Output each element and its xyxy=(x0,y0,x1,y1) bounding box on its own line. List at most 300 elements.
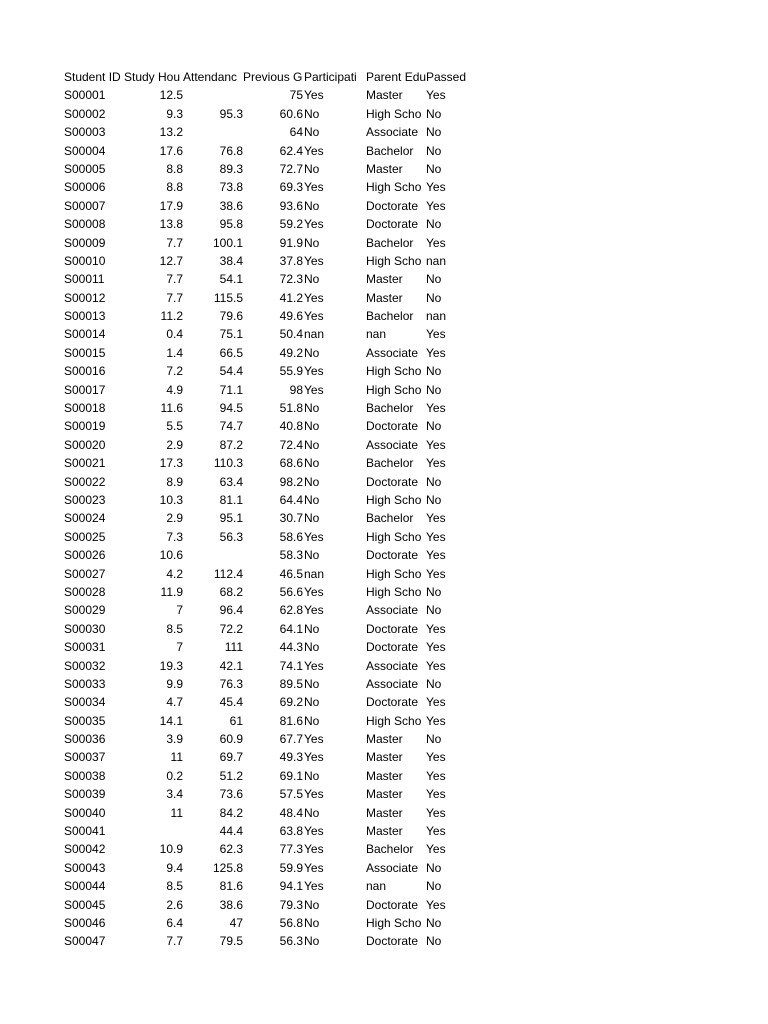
table-cell[interactable]: Bachelor xyxy=(366,401,414,416)
table-cell[interactable]: No xyxy=(304,511,320,526)
table-cell[interactable]: S00003 xyxy=(64,125,106,140)
table-cell[interactable]: Master xyxy=(366,290,403,305)
table-cell[interactable]: 95.8 xyxy=(219,217,243,232)
table-cell[interactable]: Master xyxy=(366,88,403,103)
table-cell[interactable]: 0.4 xyxy=(166,327,183,342)
table-cell[interactable]: 60.6 xyxy=(279,106,303,121)
table-cell[interactable]: Yes xyxy=(304,382,324,397)
table-cell[interactable]: No xyxy=(304,437,320,452)
table-cell[interactable]: 68.2 xyxy=(219,584,243,599)
table-cell[interactable]: 40.8 xyxy=(279,419,303,434)
table-cell[interactable]: No xyxy=(304,235,320,250)
table-cell[interactable]: nan xyxy=(366,879,387,894)
table-cell[interactable]: Yes xyxy=(426,713,446,728)
table-cell[interactable]: Doctorate xyxy=(366,474,419,489)
table-cell[interactable]: Associate xyxy=(366,676,419,691)
table-cell[interactable]: 74.1 xyxy=(279,658,303,673)
table-cell[interactable]: 17.6 xyxy=(159,143,183,158)
table-cell[interactable]: 62.8 xyxy=(279,603,303,618)
table-cell[interactable]: 11 xyxy=(170,750,183,765)
table-cell[interactable]: 8.5 xyxy=(166,621,183,636)
table-cell[interactable]: No xyxy=(304,713,320,728)
table-cell[interactable]: nan xyxy=(426,253,447,268)
table-cell[interactable]: S00015 xyxy=(64,345,106,360)
table-cell[interactable]: No xyxy=(426,364,442,379)
table-cell[interactable]: 75.1 xyxy=(219,327,243,342)
table-cell[interactable]: 56.3 xyxy=(279,934,303,949)
table-cell[interactable]: Bachelor xyxy=(366,511,414,526)
table-cell[interactable]: Associate xyxy=(366,125,419,140)
table-cell[interactable]: 9.4 xyxy=(166,860,183,875)
table-cell[interactable]: S00023 xyxy=(64,492,106,507)
header-cell[interactable]: Student ID xyxy=(64,70,121,84)
table-cell[interactable]: Yes xyxy=(426,180,446,195)
table-cell[interactable]: 54.4 xyxy=(219,364,243,379)
table-cell[interactable]: 100.1 xyxy=(212,235,243,250)
table-cell[interactable]: Bachelor xyxy=(366,309,414,324)
table-cell[interactable]: No xyxy=(304,915,320,930)
table-cell[interactable]: Doctorate xyxy=(366,621,419,636)
table-cell[interactable]: 19.3 xyxy=(159,658,183,673)
table-cell[interactable]: No xyxy=(426,879,442,894)
header-cell[interactable]: Participati xyxy=(304,70,357,84)
table-cell[interactable]: Master xyxy=(366,161,403,176)
table-cell[interactable]: 4.9 xyxy=(166,382,183,397)
table-cell[interactable]: S00033 xyxy=(64,676,106,691)
table-cell[interactable]: 56.3 xyxy=(219,529,243,544)
table-cell[interactable]: 69.1 xyxy=(279,768,303,783)
table-cell[interactable] xyxy=(183,123,243,141)
table-cell[interactable]: 63.8 xyxy=(279,824,303,839)
table-cell[interactable]: S00040 xyxy=(64,805,106,820)
table-cell[interactable]: S00047 xyxy=(64,934,106,949)
table-cell[interactable]: 58.6 xyxy=(279,529,303,544)
table-cell[interactable]: S00032 xyxy=(64,658,106,673)
table-cell[interactable]: No xyxy=(304,805,320,820)
table-cell[interactable]: Yes xyxy=(304,879,324,894)
table-cell[interactable]: 72.2 xyxy=(219,621,243,636)
table-cell[interactable]: 69.3 xyxy=(279,180,303,195)
table-cell[interactable]: S00016 xyxy=(64,364,106,379)
table-cell[interactable]: 44.3 xyxy=(279,640,303,655)
table-cell[interactable]: 17.3 xyxy=(159,456,183,471)
table-cell[interactable]: High Scho xyxy=(366,106,422,121)
table-cell[interactable]: 13.8 xyxy=(159,217,183,232)
table-cell[interactable]: 59.2 xyxy=(279,217,303,232)
table-cell[interactable]: 11 xyxy=(170,805,183,820)
table-cell[interactable]: S00008 xyxy=(64,217,106,232)
table-cell[interactable]: nan xyxy=(426,309,447,324)
table-cell[interactable]: 60.9 xyxy=(219,732,243,747)
table-cell[interactable]: 96.4 xyxy=(219,603,243,618)
table-cell[interactable]: 3.4 xyxy=(166,787,183,802)
table-cell[interactable]: S00021 xyxy=(64,456,106,471)
table-cell[interactable]: Yes xyxy=(426,805,446,820)
table-cell[interactable]: nan xyxy=(304,566,325,581)
table-cell[interactable]: No xyxy=(304,198,320,213)
table-cell[interactable]: 51.2 xyxy=(219,768,243,783)
table-cell[interactable]: Bachelor xyxy=(366,456,414,471)
table-cell[interactable]: S00001 xyxy=(64,88,106,103)
table-cell[interactable]: 2.9 xyxy=(166,511,183,526)
table-cell[interactable]: No xyxy=(426,732,442,747)
table-cell[interactable]: 95.3 xyxy=(219,106,243,121)
header-cell[interactable]: Study Hou xyxy=(124,70,181,84)
table-cell[interactable]: S00013 xyxy=(64,309,106,324)
table-cell[interactable]: S00044 xyxy=(64,879,106,894)
table-cell[interactable]: Master xyxy=(366,768,403,783)
table-cell[interactable]: No xyxy=(426,290,442,305)
table-cell[interactable]: S00039 xyxy=(64,787,106,802)
table-cell[interactable]: 98.2 xyxy=(279,474,303,489)
table-cell[interactable]: 62.3 xyxy=(219,842,243,857)
table-cell[interactable]: S00031 xyxy=(64,640,106,655)
table-cell[interactable]: 95.1 xyxy=(219,511,243,526)
table-cell[interactable]: No xyxy=(304,272,320,287)
table-cell[interactable]: nan xyxy=(304,327,325,342)
table-cell[interactable]: 81.1 xyxy=(219,492,243,507)
table-cell[interactable]: 3.9 xyxy=(166,732,183,747)
table-cell[interactable]: No xyxy=(304,934,320,949)
table-cell[interactable]: Yes xyxy=(426,529,446,544)
table-cell[interactable]: Associate xyxy=(366,860,419,875)
table-cell[interactable]: 7 xyxy=(176,603,183,618)
table-cell[interactable]: S00020 xyxy=(64,437,106,452)
table-cell[interactable]: 89.3 xyxy=(219,161,243,176)
table-cell[interactable]: Associate xyxy=(366,437,419,452)
table-cell[interactable]: Master xyxy=(366,787,403,802)
table-cell[interactable]: 66.5 xyxy=(219,345,243,360)
table-cell[interactable]: High Scho xyxy=(366,915,422,930)
table-cell[interactable]: Yes xyxy=(304,824,324,839)
table-cell[interactable]: Yes xyxy=(426,695,446,710)
table-cell[interactable]: No xyxy=(304,492,320,507)
table-cell[interactable]: No xyxy=(426,419,442,434)
table-cell[interactable]: 72.7 xyxy=(279,161,303,176)
table-cell[interactable]: No xyxy=(426,106,442,121)
table-cell[interactable]: No xyxy=(426,934,442,949)
table-cell[interactable]: Master xyxy=(366,272,403,287)
table-cell[interactable]: No xyxy=(304,345,320,360)
table-cell[interactable]: 56.6 xyxy=(279,584,303,599)
header-cell[interactable]: Attendanc xyxy=(183,70,238,84)
table-cell[interactable]: Yes xyxy=(426,511,446,526)
table-cell[interactable]: 12.5 xyxy=(159,88,183,103)
header-cell[interactable]: Previous G xyxy=(243,70,303,84)
table-cell[interactable]: 73.6 xyxy=(219,787,243,802)
table-cell[interactable]: 13.2 xyxy=(159,125,183,140)
table-cell[interactable] xyxy=(183,86,243,104)
table-cell[interactable]: 7.7 xyxy=(166,272,183,287)
table-cell[interactable]: High Scho xyxy=(366,584,422,599)
table-cell[interactable]: 11.9 xyxy=(160,584,183,599)
table-cell[interactable]: S00004 xyxy=(64,143,106,158)
table-cell[interactable]: Doctorate xyxy=(366,217,419,232)
table-cell[interactable]: Yes xyxy=(426,897,446,912)
table-cell[interactable]: 49.2 xyxy=(279,345,303,360)
table-cell[interactable]: Yes xyxy=(304,603,324,618)
table-cell[interactable]: Yes xyxy=(426,658,446,673)
table-cell[interactable]: S00035 xyxy=(64,713,106,728)
table-cell[interactable]: Doctorate xyxy=(366,897,419,912)
table-cell[interactable]: Yes xyxy=(304,143,324,158)
table-cell[interactable]: 59.9 xyxy=(279,860,303,875)
table-cell[interactable]: S00018 xyxy=(64,401,106,416)
table-cell[interactable]: Master xyxy=(366,750,403,765)
table-cell[interactable]: No xyxy=(426,125,442,140)
table-cell[interactable]: Associate xyxy=(366,658,419,673)
table-cell[interactable]: 17.9 xyxy=(159,198,183,213)
table-cell[interactable]: 7 xyxy=(176,640,183,655)
table-cell[interactable]: Doctorate xyxy=(366,695,419,710)
table-cell[interactable]: 58.3 xyxy=(279,548,303,563)
table-cell[interactable]: 8.5 xyxy=(166,879,183,894)
table-cell[interactable]: 98 xyxy=(289,382,303,397)
table-cell[interactable]: Yes xyxy=(304,217,324,232)
table-cell[interactable]: High Scho xyxy=(366,180,422,195)
table-cell[interactable]: 2.9 xyxy=(166,437,183,452)
table-cell[interactable]: 38.6 xyxy=(219,198,243,213)
table-cell[interactable]: 4.7 xyxy=(166,695,183,710)
table-cell[interactable]: S00009 xyxy=(64,235,106,250)
table-cell[interactable]: S00036 xyxy=(64,732,106,747)
table-cell[interactable]: 79.5 xyxy=(219,934,243,949)
table-cell[interactable]: Yes xyxy=(426,824,446,839)
table-cell[interactable]: Doctorate xyxy=(366,934,419,949)
table-cell[interactable]: Yes xyxy=(304,309,324,324)
table-cell[interactable]: Yes xyxy=(426,548,446,563)
table-cell[interactable]: 7.2 xyxy=(166,364,183,379)
table-cell[interactable]: 68.6 xyxy=(279,456,303,471)
table-cell[interactable]: 48.4 xyxy=(279,805,303,820)
table-cell[interactable]: 76.3 xyxy=(219,676,243,691)
table-cell[interactable]: Yes xyxy=(304,750,324,765)
table-cell[interactable]: S00017 xyxy=(64,382,106,397)
table-cell[interactable]: 12.7 xyxy=(159,253,183,268)
table-cell[interactable]: No xyxy=(426,272,442,287)
table-cell[interactable]: Yes xyxy=(426,327,446,342)
table-cell[interactable]: No xyxy=(304,125,320,140)
table-cell[interactable]: Master xyxy=(366,732,403,747)
table-cell[interactable]: High Scho xyxy=(366,253,422,268)
table-cell[interactable]: 69.7 xyxy=(219,750,243,765)
table-cell[interactable]: 72.4 xyxy=(279,437,303,452)
table-cell[interactable]: 89.5 xyxy=(279,676,303,691)
table-cell[interactable]: S00005 xyxy=(64,161,106,176)
table-cell[interactable]: No xyxy=(304,161,320,176)
table-cell[interactable]: 8.8 xyxy=(166,180,183,195)
table-cell[interactable]: 45.4 xyxy=(219,695,243,710)
table-cell[interactable]: 55.9 xyxy=(279,364,303,379)
table-cell[interactable]: S00022 xyxy=(64,474,106,489)
table-cell[interactable]: 115.5 xyxy=(213,290,243,305)
table-cell[interactable]: High Scho xyxy=(366,492,422,507)
table-cell[interactable]: 94.5 xyxy=(219,401,243,416)
header-cell[interactable]: Passed xyxy=(426,70,467,84)
table-cell[interactable]: No xyxy=(304,621,320,636)
table-cell[interactable]: Yes xyxy=(304,88,324,103)
table-cell[interactable]: S00010 xyxy=(64,253,106,268)
table-cell[interactable]: High Scho xyxy=(366,382,422,397)
table-cell[interactable]: No xyxy=(304,768,320,783)
table-cell[interactable]: No xyxy=(304,474,320,489)
table-cell[interactable]: Yes xyxy=(426,345,446,360)
table-cell[interactable]: 7.7 xyxy=(166,290,183,305)
table-cell[interactable]: Yes xyxy=(426,787,446,802)
table-cell[interactable]: Yes xyxy=(426,401,446,416)
table-cell[interactable]: 84.2 xyxy=(219,805,243,820)
table-cell[interactable]: 79.6 xyxy=(219,309,243,324)
table-cell[interactable] xyxy=(124,822,183,840)
table-cell[interactable]: 110.3 xyxy=(213,456,243,471)
table-cell[interactable]: Yes xyxy=(304,180,324,195)
table-cell[interactable]: Master xyxy=(366,824,403,839)
table-cell[interactable]: 71.1 xyxy=(219,382,243,397)
table-cell[interactable]: Yes xyxy=(304,860,324,875)
table-cell[interactable]: Yes xyxy=(304,842,324,857)
table-cell[interactable]: Yes xyxy=(304,787,324,802)
table-cell[interactable]: 10.3 xyxy=(159,492,183,507)
table-cell[interactable]: 54.1 xyxy=(219,272,243,287)
table-cell[interactable]: 69.2 xyxy=(279,695,303,710)
table-cell[interactable]: High Scho xyxy=(366,713,422,728)
table-cell[interactable]: 125.8 xyxy=(212,860,243,875)
table-cell[interactable]: Doctorate xyxy=(366,198,419,213)
table-cell[interactable]: Yes xyxy=(426,750,446,765)
table-cell[interactable]: Doctorate xyxy=(366,419,419,434)
table-cell[interactable]: 49.6 xyxy=(279,309,303,324)
table-cell[interactable]: 14.1 xyxy=(159,713,183,728)
table-cell[interactable]: No xyxy=(426,676,442,691)
table-cell[interactable]: No xyxy=(304,640,320,655)
table-cell[interactable]: S00007 xyxy=(64,198,106,213)
table-cell[interactable]: 74.7 xyxy=(219,419,243,434)
table-cell[interactable]: Yes xyxy=(304,584,324,599)
table-cell[interactable]: 112.4 xyxy=(213,566,243,581)
table-cell[interactable]: Yes xyxy=(304,529,324,544)
table-cell[interactable]: 79.3 xyxy=(279,897,303,912)
table-cell[interactable]: No xyxy=(304,456,320,471)
table-cell[interactable]: 111 xyxy=(224,640,243,655)
table-cell[interactable]: S00037 xyxy=(64,750,106,765)
table-cell[interactable]: High Scho xyxy=(366,566,422,581)
table-cell[interactable]: No xyxy=(426,474,442,489)
table-cell[interactable]: No xyxy=(304,106,320,121)
table-cell[interactable]: Yes xyxy=(426,640,446,655)
table-cell[interactable]: No xyxy=(304,676,320,691)
table-cell[interactable]: No xyxy=(304,695,320,710)
table-cell[interactable]: Yes xyxy=(426,437,446,452)
table-cell[interactable]: 0.2 xyxy=(166,768,183,783)
table-cell[interactable]: 81.6 xyxy=(219,879,243,894)
table-cell[interactable]: S00028 xyxy=(64,584,106,599)
table-cell[interactable]: 9.9 xyxy=(166,676,183,691)
table-cell[interactable]: 81.6 xyxy=(279,713,303,728)
table-cell[interactable]: S00030 xyxy=(64,621,106,636)
table-cell[interactable]: 37.8 xyxy=(279,253,303,268)
table-cell[interactable]: 7.7 xyxy=(166,934,183,949)
table-cell[interactable]: 5.5 xyxy=(166,419,183,434)
table-cell[interactable]: Yes xyxy=(426,88,446,103)
table-cell[interactable]: S00012 xyxy=(64,290,106,305)
table-cell[interactable]: No xyxy=(304,548,320,563)
table-cell[interactable]: 91.9 xyxy=(279,235,303,250)
table-cell[interactable]: No xyxy=(304,419,320,434)
table-cell[interactable]: 76.8 xyxy=(219,143,243,158)
table-cell[interactable]: 94.1 xyxy=(279,879,303,894)
table-cell[interactable]: Bachelor xyxy=(366,235,414,250)
table-cell[interactable]: 93.6 xyxy=(279,198,303,213)
table-cell[interactable]: No xyxy=(426,143,442,158)
table-cell[interactable]: 30.7 xyxy=(279,511,303,526)
table-cell[interactable]: 77.3 xyxy=(279,842,303,857)
table-cell[interactable]: 42.1 xyxy=(219,658,243,673)
table-cell[interactable]: 57.5 xyxy=(279,787,303,802)
table-cell[interactable]: S00006 xyxy=(64,180,106,195)
table-cell[interactable]: Yes xyxy=(426,235,446,250)
table-cell[interactable]: Doctorate xyxy=(366,640,419,655)
table-cell[interactable]: No xyxy=(426,217,442,232)
table-cell[interactable]: S00043 xyxy=(64,860,106,875)
table-cell[interactable]: S00025 xyxy=(64,529,106,544)
table-cell[interactable]: High Scho xyxy=(366,364,422,379)
table-cell[interactable] xyxy=(183,546,243,564)
table-cell[interactable]: Yes xyxy=(426,198,446,213)
table-cell[interactable]: 11.2 xyxy=(160,309,183,324)
table-cell[interactable]: 6.4 xyxy=(166,915,183,930)
table-cell[interactable]: 41.2 xyxy=(279,290,303,305)
table-cell[interactable]: S00002 xyxy=(64,106,106,121)
table-cell[interactable]: 10.6 xyxy=(159,548,183,563)
table-cell[interactable]: S00014 xyxy=(64,327,106,342)
table-cell[interactable]: S00019 xyxy=(64,419,106,434)
table-cell[interactable]: 1.4 xyxy=(166,345,183,360)
table-cell[interactable]: Yes xyxy=(304,253,324,268)
table-cell[interactable]: S00034 xyxy=(64,695,106,710)
table-cell[interactable]: Bachelor xyxy=(366,143,414,158)
header-cell[interactable]: Parent Edu xyxy=(366,70,426,84)
table-cell[interactable]: 50.4 xyxy=(279,327,303,342)
table-cell[interactable]: S00026 xyxy=(64,548,106,563)
table-cell[interactable]: 46.5 xyxy=(279,566,303,581)
table-cell[interactable]: No xyxy=(426,603,442,618)
table-cell[interactable]: 56.8 xyxy=(279,915,303,930)
table-cell[interactable]: Doctorate xyxy=(366,548,419,563)
table-cell[interactable]: 72.3 xyxy=(279,272,303,287)
table-cell[interactable]: 61 xyxy=(229,713,243,728)
table-cell[interactable]: nan xyxy=(366,327,387,342)
table-cell[interactable]: 64.1 xyxy=(279,621,303,636)
table-cell[interactable]: No xyxy=(304,897,320,912)
table-cell[interactable]: No xyxy=(426,860,442,875)
table-cell[interactable]: No xyxy=(426,382,442,397)
table-cell[interactable]: No xyxy=(426,584,442,599)
table-cell[interactable]: Yes xyxy=(304,364,324,379)
table-cell[interactable]: 63.4 xyxy=(219,474,243,489)
table-cell[interactable]: Master xyxy=(366,805,403,820)
table-cell[interactable]: 73.8 xyxy=(219,180,243,195)
table-cell[interactable]: 47 xyxy=(229,915,243,930)
table-cell[interactable]: S00041 xyxy=(64,824,106,839)
table-cell[interactable]: S00011 xyxy=(64,272,105,287)
table-cell[interactable]: Bachelor xyxy=(366,842,414,857)
table-cell[interactable]: High Scho xyxy=(366,529,422,544)
table-cell[interactable]: 64 xyxy=(289,125,303,140)
table-cell[interactable]: Associate xyxy=(366,345,419,360)
table-cell[interactable]: 67.7 xyxy=(279,732,303,747)
table-cell[interactable]: Yes xyxy=(426,566,446,581)
table-cell[interactable]: 64.4 xyxy=(279,492,303,507)
